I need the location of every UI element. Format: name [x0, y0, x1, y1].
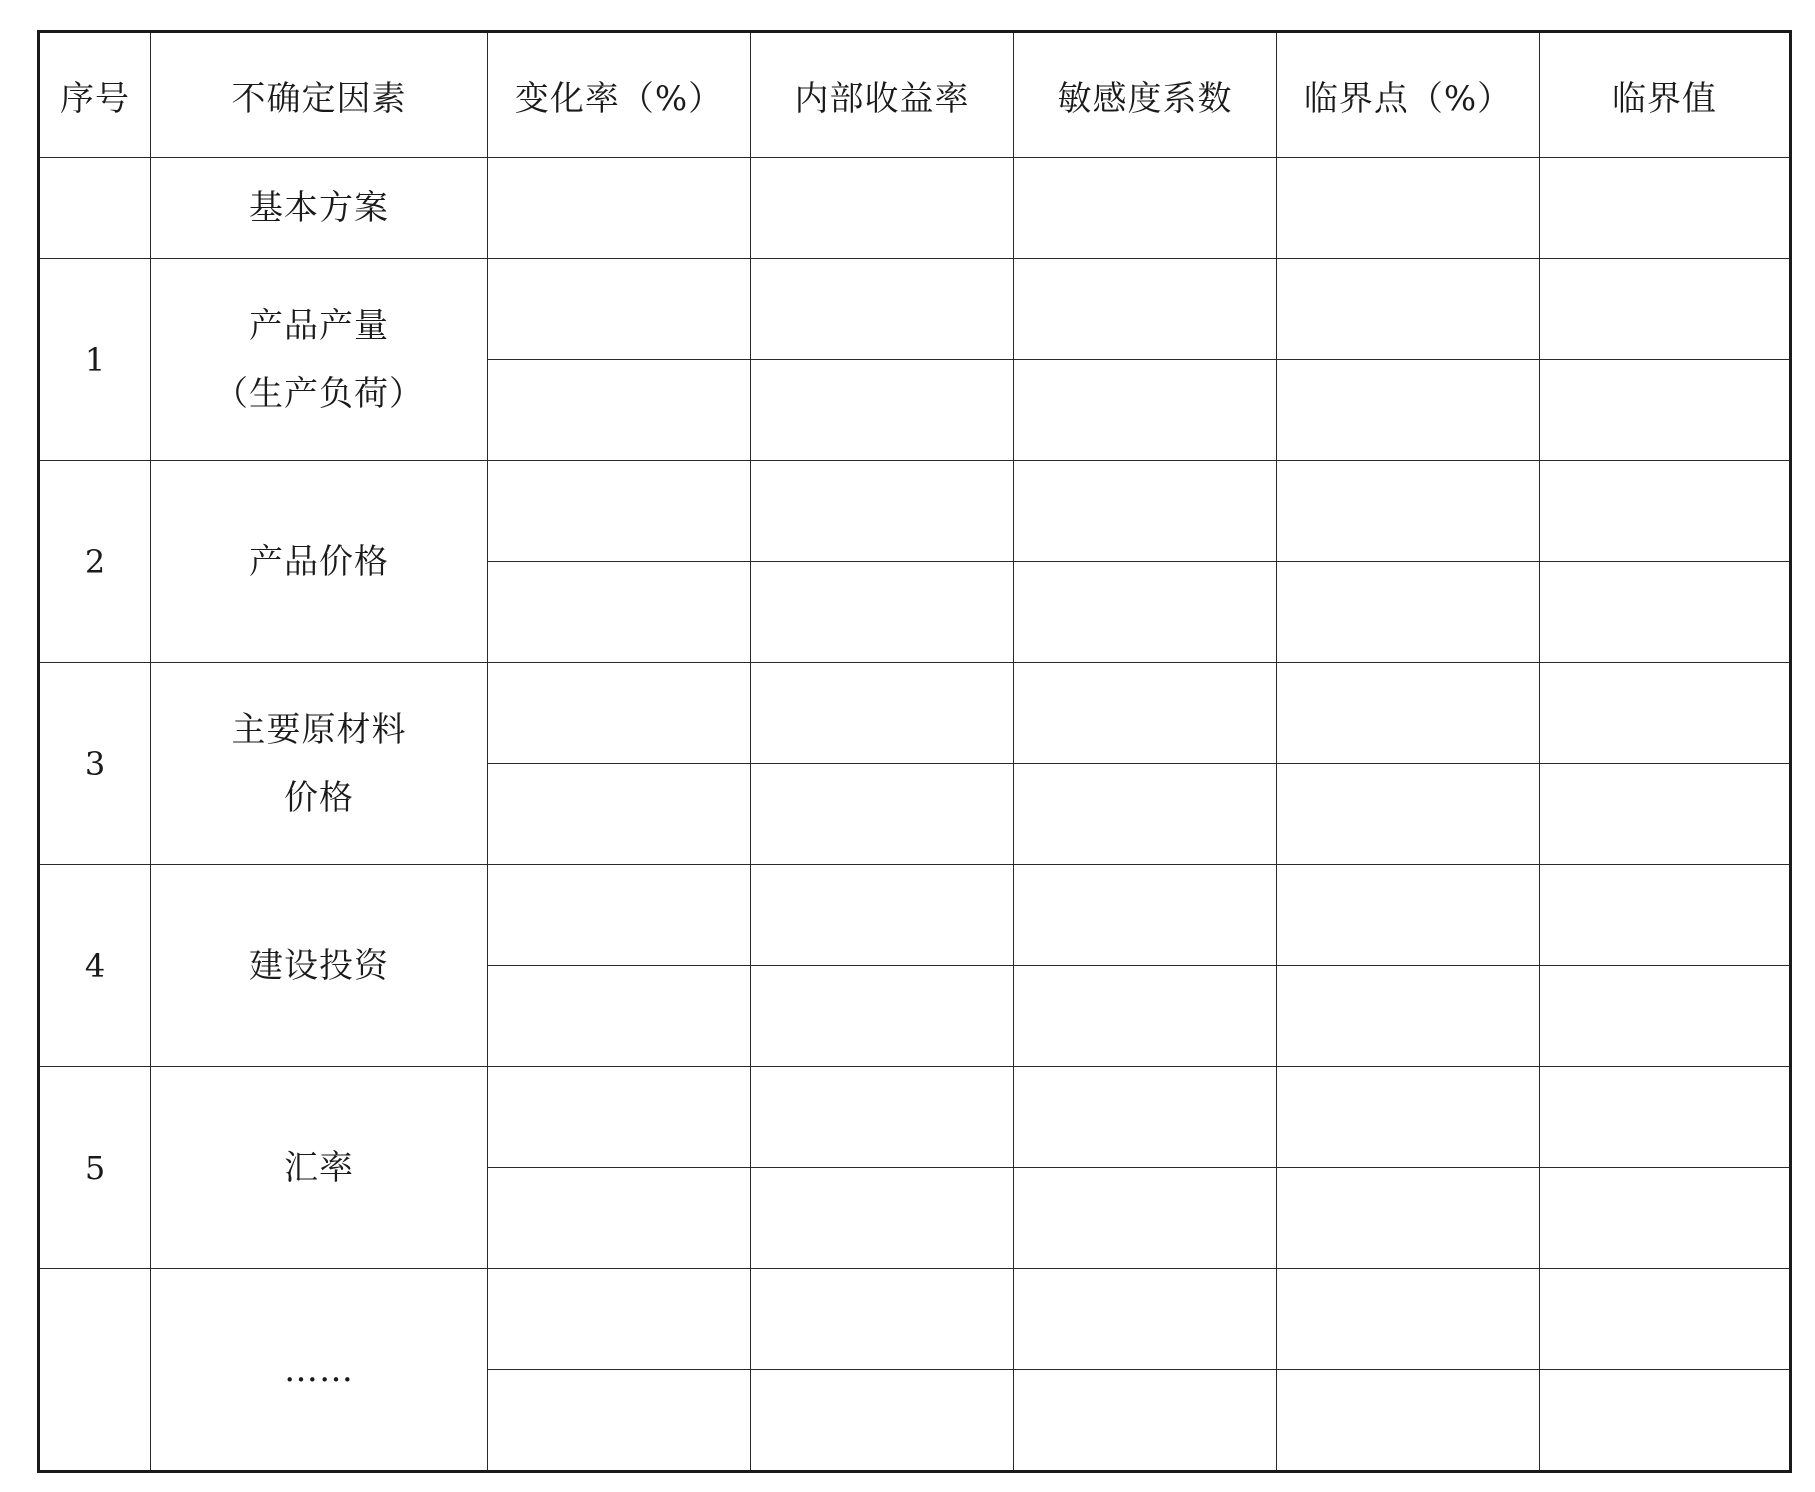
sensitivity-cell	[1014, 1269, 1277, 1370]
factor-name-line: 汇率	[284, 1147, 354, 1188]
factor-seq-cell: 2	[39, 461, 151, 663]
sensitivity-cell	[1014, 966, 1277, 1067]
irr-cell	[751, 1269, 1014, 1370]
header-irr: 内部收益率	[751, 32, 1014, 158]
factor-row	[39, 259, 1791, 360]
irr-cell	[751, 461, 1014, 562]
critical-point-cell	[1277, 1269, 1540, 1370]
factor-name-line: 产品产量	[249, 305, 389, 346]
factor-seq-cell: 4	[39, 865, 151, 1067]
critical-value-cell	[1540, 360, 1791, 461]
change-rate-cell	[488, 663, 751, 764]
change-rate-cell	[488, 562, 751, 663]
factor-name-cell	[151, 865, 488, 1067]
base-irr-cell	[751, 158, 1014, 259]
critical-point-cell	[1277, 1168, 1540, 1269]
factor-seq-cell: 1	[39, 259, 151, 461]
factor-row	[39, 663, 1791, 764]
critical-point-cell	[1277, 1067, 1540, 1168]
sensitivity-cell	[1014, 865, 1277, 966]
header-seq: 序号	[39, 32, 151, 158]
critical-point-cell	[1277, 1370, 1540, 1472]
sensitivity-cell	[1014, 764, 1277, 865]
critical-value-cell	[1540, 1168, 1791, 1269]
change-rate-cell	[488, 865, 751, 966]
critical-value-cell	[1540, 865, 1791, 966]
factor-seq-cell: 5	[39, 1067, 151, 1269]
header-critical-value: 临界值	[1540, 32, 1791, 158]
irr-cell	[751, 259, 1014, 360]
critical-value-cell	[1540, 663, 1791, 764]
critical-value-cell	[1540, 764, 1791, 865]
factor-name-line: 产品价格	[249, 541, 389, 582]
critical-value-cell	[1540, 966, 1791, 1067]
factor-seq-cell: 3	[39, 663, 151, 865]
factor-name-line: 建设投资	[249, 945, 389, 986]
factor-name-cell	[151, 663, 488, 865]
irr-cell	[751, 1370, 1014, 1472]
critical-point-cell	[1277, 764, 1540, 865]
change-rate-cell	[488, 461, 751, 562]
critical-point-cell	[1277, 966, 1540, 1067]
irr-cell	[751, 865, 1014, 966]
sensitivity-analysis-table	[37, 30, 1792, 1473]
factor-name-cell	[151, 461, 488, 663]
header-factor: 不确定因素	[151, 32, 488, 158]
header-change-rate: 变化率（%）	[488, 32, 751, 158]
critical-value-cell	[1540, 1370, 1791, 1472]
factor-row	[39, 1269, 1791, 1370]
base-row	[39, 158, 1791, 259]
critical-value-cell	[1540, 259, 1791, 360]
critical-point-cell	[1277, 562, 1540, 663]
change-rate-cell	[488, 259, 751, 360]
base-critical-point-cell	[1277, 158, 1540, 259]
factor-row	[39, 461, 1791, 562]
sensitivity-cell	[1014, 1370, 1277, 1472]
sensitivity-cell	[1014, 461, 1277, 562]
factor-row	[39, 865, 1791, 966]
factor-name-line: ……	[284, 1349, 354, 1390]
change-rate-cell	[488, 360, 751, 461]
factor-seq-cell	[39, 1269, 151, 1472]
change-rate-cell	[488, 1370, 751, 1472]
base-critical-value-cell	[1540, 158, 1791, 259]
irr-cell	[751, 663, 1014, 764]
critical-point-cell	[1277, 259, 1540, 360]
change-rate-cell	[488, 1269, 751, 1370]
base-change-rate-cell	[488, 158, 751, 259]
critical-point-cell	[1277, 663, 1540, 764]
factor-name-cell	[151, 1067, 488, 1269]
factor-row	[39, 1067, 1791, 1168]
critical-point-cell	[1277, 865, 1540, 966]
sensitivity-cell	[1014, 1168, 1277, 1269]
change-rate-cell	[488, 764, 751, 865]
irr-cell	[751, 764, 1014, 865]
critical-value-cell	[1540, 461, 1791, 562]
critical-value-cell	[1540, 1269, 1791, 1370]
base-factor-cell: 基本方案	[151, 158, 488, 259]
header-critical-point: 临界点（%）	[1277, 32, 1540, 158]
critical-point-cell	[1277, 360, 1540, 461]
sensitivity-cell	[1014, 663, 1277, 764]
sensitivity-cell	[1014, 1067, 1277, 1168]
base-sensitivity-cell	[1014, 158, 1277, 259]
header-row	[39, 32, 1791, 158]
sensitivity-cell	[1014, 562, 1277, 663]
irr-cell	[751, 360, 1014, 461]
factor-name-cell	[151, 259, 488, 461]
critical-value-cell	[1540, 1067, 1791, 1168]
irr-cell	[751, 562, 1014, 663]
change-rate-cell	[488, 1067, 751, 1168]
irr-cell	[751, 1168, 1014, 1269]
factor-name-cell	[151, 1269, 488, 1472]
sensitivity-cell	[1014, 259, 1277, 360]
sensitivity-cell	[1014, 360, 1277, 461]
irr-cell	[751, 966, 1014, 1067]
factor-name-line: （生产负荷）	[214, 373, 424, 414]
irr-cell	[751, 1067, 1014, 1168]
base-seq-cell	[39, 158, 151, 259]
header-sensitivity-coefficient: 敏感度系数	[1014, 32, 1277, 158]
factor-name-line: 主要原材料	[231, 709, 407, 750]
factor-name-line: 价格	[284, 777, 354, 818]
critical-value-cell	[1540, 562, 1791, 663]
critical-point-cell	[1277, 461, 1540, 562]
change-rate-cell	[488, 1168, 751, 1269]
change-rate-cell	[488, 966, 751, 1067]
